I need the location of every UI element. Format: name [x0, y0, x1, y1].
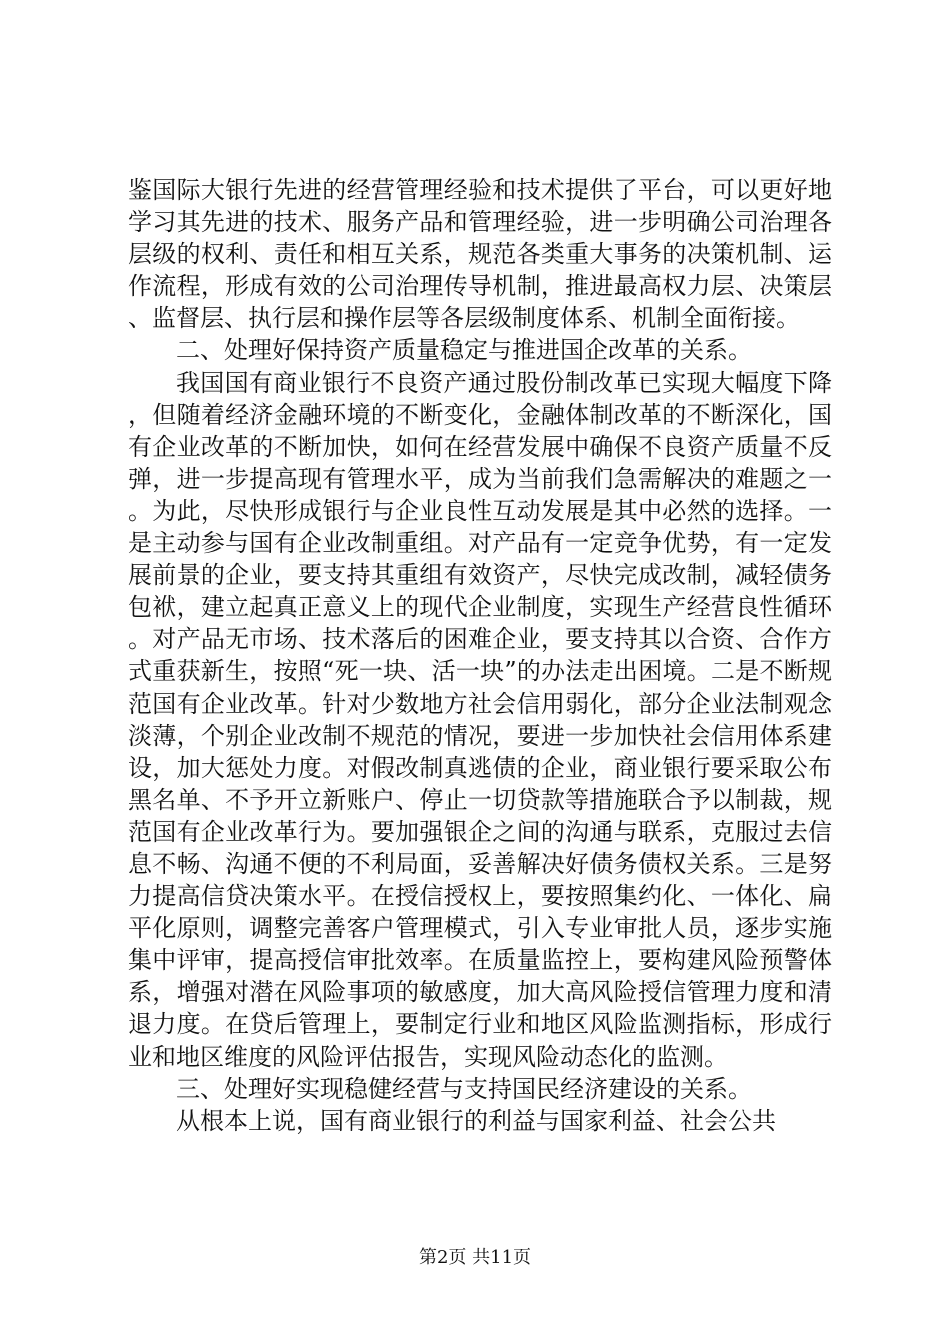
page-number-footer: 第2页 共11页	[418, 1247, 532, 1268]
paragraph-section-2: 我国国有商业银行不良资产通过股份制改革已实现大幅度下降，但随着经济金融环境的不断变化，金融体制改革的不断深化，国有企业改革的不断加快，如何在经营发展中确保不良资产质量不反弹，进一步提高现有管理水平，成为当前我们急需解决的难题之一。为此，尽快形成银行与企业良性互动发展是其中必然的选择。一是主动参与国有企业改制重组。对产品有一定竞争优势，有一定发展前景的企业，要支持其重组有效资产，尽快完成改制，减轻债务包袱，建立起真正意义上的现代企业制度，实现生产经营良性循环。对产品无市场、技术落后的困难企业，要支持其以合资、合作方式重获新生，按照“死一块、活一块”的办法走出困境。二是不断规范国有企业改革。针对少数地方社会信用弱化，部分企业法制观念淡薄，个别企业改制不规范的情况，要进一步加快社会信用体系建设，加大惩处力度。对假改制真逃债的企业，商业银行要采取公布黑名单、不予开立新账户、停止一切贷款等措施联合予以制裁，规范国有企业改革行为。要加强银企之间的沟通与联系，克服过去信息不畅、沟通不便的不利局面，妥善解决好债务债权关系。三是努力提高信贷决策水平。在授信授权上，要按照集约化、一体化、扁平化原则，调整完善客户管理模式，引入专业审批人员，逐步实施集中评审，提高授信审批效率。在质量监控上，要构建风险预警体系，增强对潜在风险事项的敏感度，加大高风险授信管理力度和清退力度。在贷后管理上，要制定行业和地区风险监测指标，形成行业和地区维度的风险评估报告，实现风险动态化的监测。	[128, 368, 832, 1071]
paragraph-section-3: 从根本上说，国有商业银行的利益与国家利益、社会公共	[176, 1106, 776, 1135]
paragraph-continued: 鉴国际大银行先进的经营管理经验和技术提供了平台，可以更好地学习其先进的技术、服务产品和管理经验，进一步明确公司治理各层级的权利、责任和相互关系，规范各类重大事务的决策机制、运作流程，形成有效的公司治理传导机制，推进最高权力层、决策层、监督层、执行层和操作层等各层级制度体系、机制全面衔接。	[128, 176, 832, 333]
section-heading-3: 三、处理好实现稳健经营与支持国民经济建设的关系。	[176, 1074, 752, 1103]
section-heading-2: 二、处理好保持资产质量稳定与推进国企改革的关系。	[176, 336, 752, 365]
document-body	[128, 174, 832, 1137]
